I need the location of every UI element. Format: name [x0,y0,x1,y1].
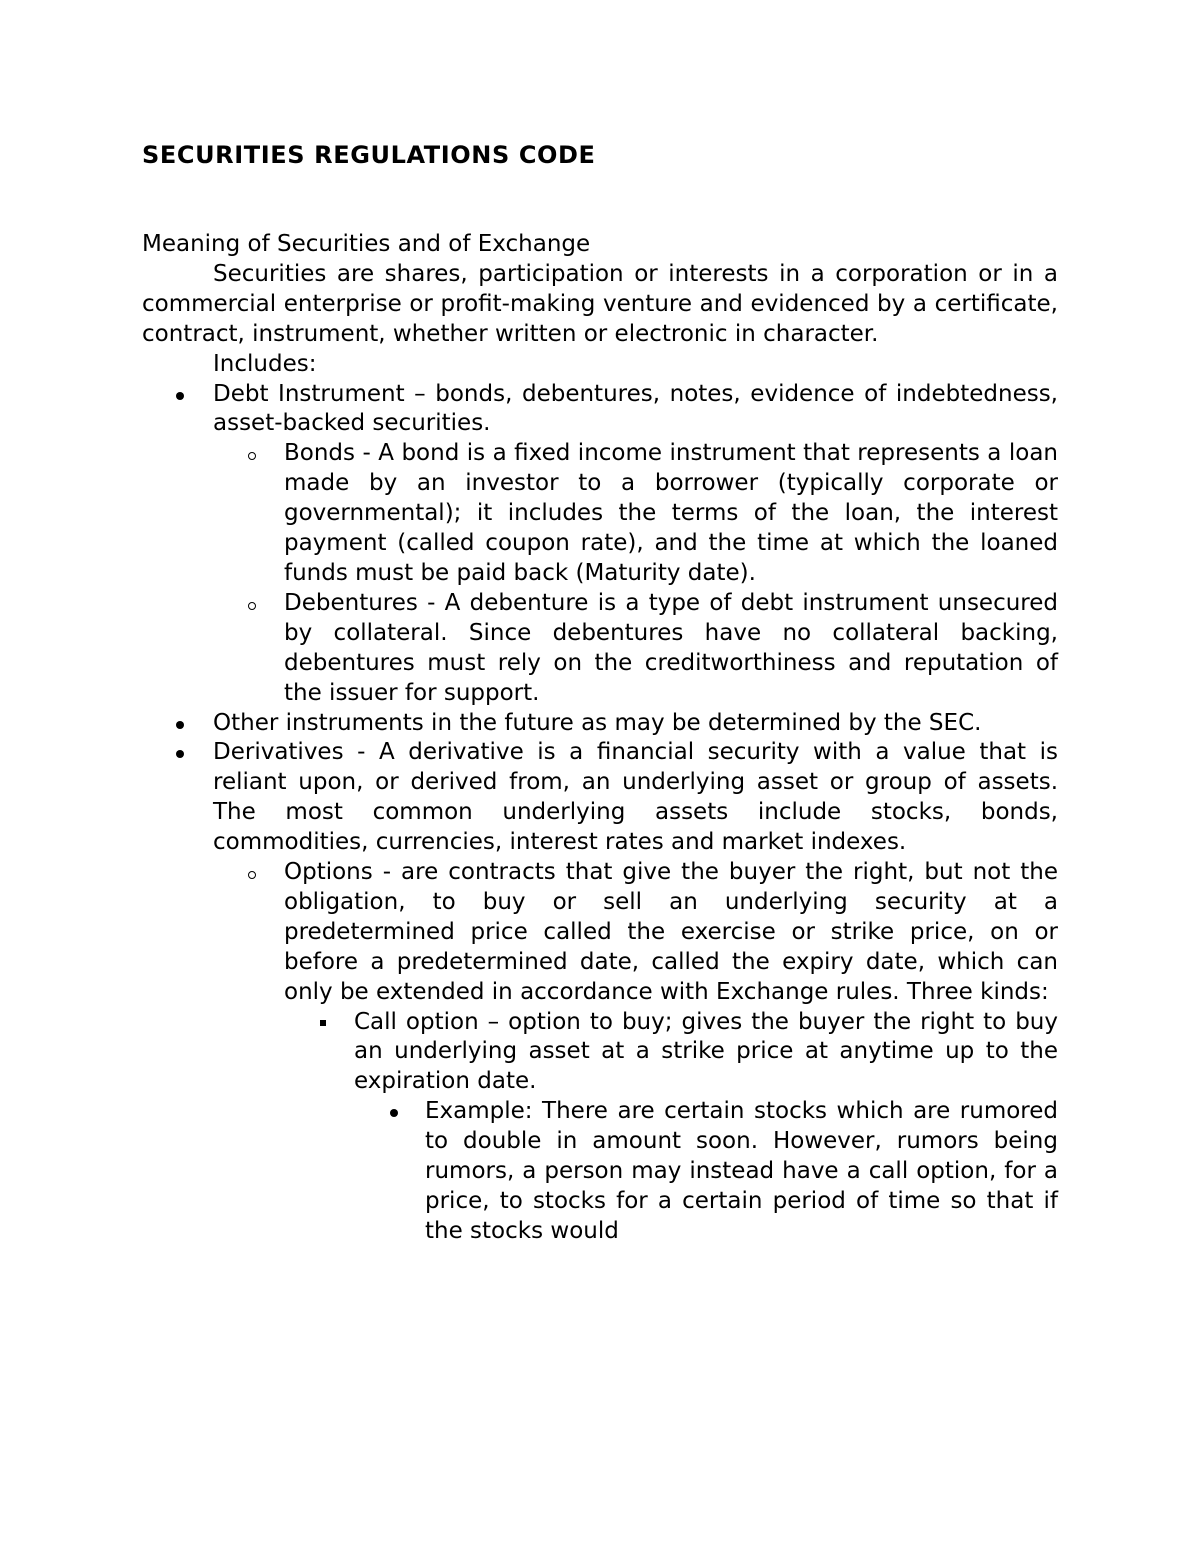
bullet-disc-icon [388,1097,408,1127]
list-item-call-option [142,1008,1058,1098]
list-item-debentures [142,589,1058,709]
list-item-text: Other instruments in the future as may be determined by the SEC. [213,709,982,736]
bullet-disc-icon [174,738,194,768]
list-item-text: Example: There are certain stocks which are rumored to double in amount soon. However, rumors being rumors, a person may instead have a call option, for a price, to stocks for a certain period of time so that if the stocks would [425,1098,1058,1244]
bullet-circle-icon [246,439,266,469]
list-item-text: Bonds - A bond is a fixed income instrument that represents a loan made by an investor to a borrower (typically corporate or governmental); it includes the terms of the loan, the interest payment (called coupon rate), and the time at which the loaned funds must be paid back (Maturity date). [284,440,1058,586]
document-body [142,230,1058,1247]
list-item-options [142,858,1058,1008]
bullet-disc-icon [174,709,194,739]
includes-label: Includes: [213,350,317,377]
list-item-text: Derivatives - A derivative is a financial security with a value that is reliant upon, or derived from, an underlying asset or group of assets. The most common underlying assets include stocks, bonds, commodities, currencies, interest rates and market indexes. [213,739,1058,856]
bullet-disc-icon [174,380,194,410]
list-item-text: Debt Instrument – bonds, debentures, notes, evidence of indebtedness, asset-backed securities. [213,380,1058,437]
intro-paragraph: Securities are shares, participation or interests in a corporation or in a commercial enterprise or profit-making venture and evidenced by a certificate, contract, instrument, whether written or electronic in character. [142,260,1058,347]
list-item-bonds [142,439,1058,589]
list-item-derivatives [142,738,1058,858]
list-item-text: Options - are contracts that give the buyer the right, but not the obligation, to buy or sell an underlying security at a predetermined price called the exercise or strike price, on or before a predetermined date, called the expiry date, which can only be extended in accordance with Exchange rules. Three kinds: [284,859,1058,1005]
list-item-example [142,1097,1058,1247]
bullet-circle-icon [246,589,266,619]
list-item-other-instruments [142,709,1058,739]
bullet-square-icon [318,1008,338,1038]
list-item-text: Debentures - A debenture is a type of debt instrument unsecured by collateral. Since debentures have no collateral backing, debentures must rely on the creditworthiness and reputation of the issuer for support. [284,589,1058,706]
section-heading: Meaning of Securities and of Exchange [142,231,591,257]
document-title: SECURITIES REGULATIONS CODE [142,141,596,169]
list-item-text: Call option – option to buy; gives the buyer the right to buy an underlying asset at a strike price at anytime up to the expiration date. [354,1008,1058,1095]
list-item-debt-instrument [142,380,1058,440]
bullet-circle-icon [246,858,266,888]
